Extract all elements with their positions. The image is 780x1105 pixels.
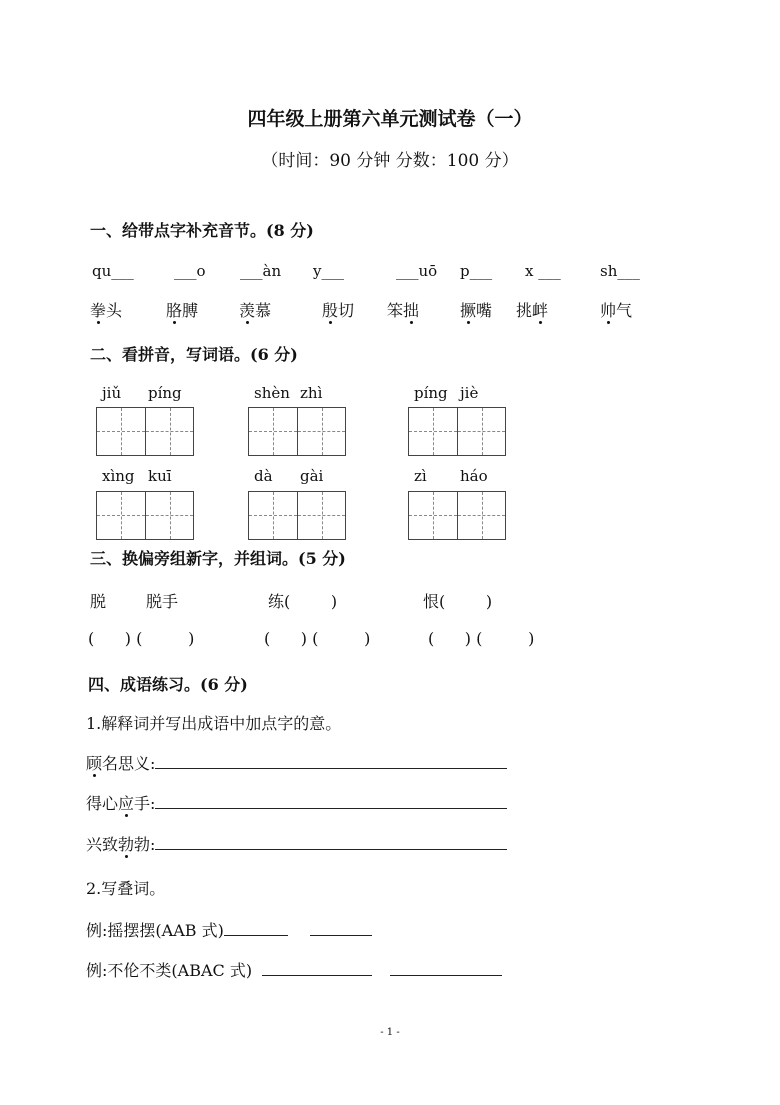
page-number: - 1 - (380, 1027, 400, 1038)
s1-word-dotted-char: 撅 (460, 301, 477, 320)
s1-word-pre: 挑 (516, 301, 533, 320)
section4-heading: 四、成语练习。(6 分) (88, 675, 248, 694)
s1-word (166, 298, 198, 321)
s1-pinyin-blank[interactable]: ___uō (396, 262, 438, 280)
s1-word-dotted-char: 胳 (166, 301, 183, 320)
s1-word (600, 298, 632, 321)
s4-idiom-dotted-char: 应 (118, 794, 135, 813)
grid-guide-v (482, 408, 483, 455)
s4-example-2-text: 例:不伦不类(ABAC 式) (86, 961, 253, 980)
s2-pinyin-1: shèn (254, 384, 290, 402)
s1-word-post: 慕 (255, 301, 272, 320)
s1-word-post: 嘴 (476, 301, 493, 320)
s1-word (322, 298, 354, 321)
s1-word (516, 298, 548, 321)
s2-pinyin-2: kuī (148, 467, 172, 485)
page-title: 四年级上册第六单元测试卷（一） (247, 108, 533, 130)
s1-word-pre: 笨 (387, 301, 404, 320)
s1-word-post: 膊 (182, 301, 199, 320)
grid-guide-v (433, 408, 434, 455)
s1-word-dotted-char: 拙 (403, 301, 420, 320)
s3-answer-3[interactable]: ( ) ( ) (428, 629, 535, 648)
grid-guide-v (322, 408, 323, 455)
s4-idiom (86, 791, 507, 814)
s1-pinyin-blank[interactable]: x ___ (525, 262, 561, 280)
s2-pinyin-1: zì (414, 467, 427, 485)
s1-pinyin-blank[interactable]: qu___ (92, 262, 134, 280)
s1-word-post: 气 (616, 301, 633, 320)
grid-cell[interactable] (297, 408, 346, 455)
s4-idiom-post: 名思义: (102, 754, 156, 773)
answer-line[interactable] (224, 921, 288, 936)
writing-grid[interactable] (408, 407, 506, 456)
s4-idiom-pre: 兴致 (86, 835, 119, 854)
s2-pinyin-1: píng (414, 384, 448, 402)
section1-heading: 一、给带点字补充音节。(8 分) (90, 221, 314, 240)
grid-cell[interactable] (409, 408, 457, 455)
section3-heading: 三、换偏旁组新字，并组词。(5 分) (90, 549, 346, 568)
s4-idiom-dotted-char: 勃 (118, 835, 135, 854)
writing-grid[interactable] (96, 491, 194, 540)
grid-cell[interactable] (97, 492, 145, 539)
grid-guide-v (322, 492, 323, 539)
s1-word-dotted-char: 拳 (90, 301, 107, 320)
s2-pinyin-2: gài (300, 467, 324, 485)
s1-word (90, 298, 122, 321)
grid-guide-v (121, 492, 122, 539)
answer-line[interactable] (155, 794, 507, 809)
s4-example-1-text: 例:摇摆摆(AAB 式) (86, 921, 224, 940)
grid-cell[interactable] (457, 408, 506, 455)
answer-line[interactable] (155, 835, 507, 850)
grid-cell[interactable] (297, 492, 346, 539)
s1-word-dotted-char: 殷 (322, 301, 339, 320)
s4-idiom (86, 751, 507, 774)
s3-answer-1[interactable]: ( ) ( ) (88, 629, 195, 648)
s1-word (387, 298, 419, 321)
grid-cell[interactable] (145, 408, 194, 455)
s4-idiom-post: 勃: (134, 835, 156, 854)
grid-guide-v (170, 408, 171, 455)
s1-pinyin-blank[interactable]: ___àn (240, 262, 282, 280)
s2-pinyin-2: jiè (460, 384, 479, 402)
s1-word-dotted-char: 羡 (239, 301, 256, 320)
page-subtitle: （时间：90 分钟 分数：100 分） (261, 151, 519, 171)
grid-guide-v (482, 492, 483, 539)
s4-idiom (86, 832, 507, 855)
s2-pinyin-2: píng (148, 384, 182, 402)
grid-cell[interactable] (457, 492, 506, 539)
s1-word (460, 298, 492, 321)
grid-guide-v (170, 492, 171, 539)
s1-pinyin-blank[interactable]: p___ (460, 262, 493, 280)
s2-pinyin-1: jiǔ (102, 384, 122, 402)
s1-word-dotted-char: 帅 (600, 301, 617, 320)
s4-idiom-pre: 得心 (86, 794, 119, 813)
s3-char-1: 脱 (90, 592, 107, 611)
s1-word-post: 头 (106, 301, 123, 320)
s4-example-1 (86, 918, 372, 941)
s4-example-2 (86, 958, 502, 981)
answer-line[interactable] (155, 754, 507, 769)
grid-cell[interactable] (97, 408, 145, 455)
s1-word-dotted-char: 衅 (532, 301, 549, 320)
s1-word (239, 298, 271, 321)
answer-line[interactable] (390, 961, 502, 976)
grid-cell[interactable] (145, 492, 194, 539)
s1-pinyin-blank[interactable]: ___o (174, 262, 206, 280)
writing-grid[interactable] (248, 491, 346, 540)
s4-idiom-post: 手: (134, 794, 156, 813)
writing-grid[interactable] (248, 407, 346, 456)
grid-guide-v (433, 492, 434, 539)
grid-cell[interactable] (409, 492, 457, 539)
s4-q1: 1.解释词并写出成语中加点字的意。 (86, 714, 342, 733)
s3-blank-2[interactable]: 练( ) (268, 592, 338, 611)
s3-answer-2[interactable]: ( ) ( ) (264, 629, 371, 648)
s1-pinyin-blank[interactable]: y___ (313, 262, 344, 280)
writing-grid[interactable] (96, 407, 194, 456)
s2-pinyin-2: háo (460, 467, 488, 485)
s2-pinyin-1: dà (254, 467, 273, 485)
s3-blank-3[interactable]: 恨( ) (423, 592, 493, 611)
s2-pinyin-1: xìng (102, 467, 135, 485)
s4-idiom-dotted-char: 顾 (86, 754, 103, 773)
s4-q2: 2.写叠词。 (86, 879, 166, 898)
s1-word-post: 切 (338, 301, 355, 320)
grid-guide-v (273, 408, 274, 455)
answer-line[interactable] (262, 961, 372, 976)
grid-guide-v (273, 492, 274, 539)
section2-heading: 二、看拼音，写词语。(6 分) (90, 345, 298, 364)
s3-word-1: 脱手 (146, 592, 179, 611)
answer-line[interactable] (310, 921, 372, 936)
s2-pinyin-2: zhì (300, 384, 323, 402)
grid-guide-v (121, 408, 122, 455)
grid-cell[interactable] (249, 492, 297, 539)
writing-grid[interactable] (408, 491, 506, 540)
s1-pinyin-blank[interactable]: sh___ (600, 262, 640, 280)
grid-cell[interactable] (249, 408, 297, 455)
